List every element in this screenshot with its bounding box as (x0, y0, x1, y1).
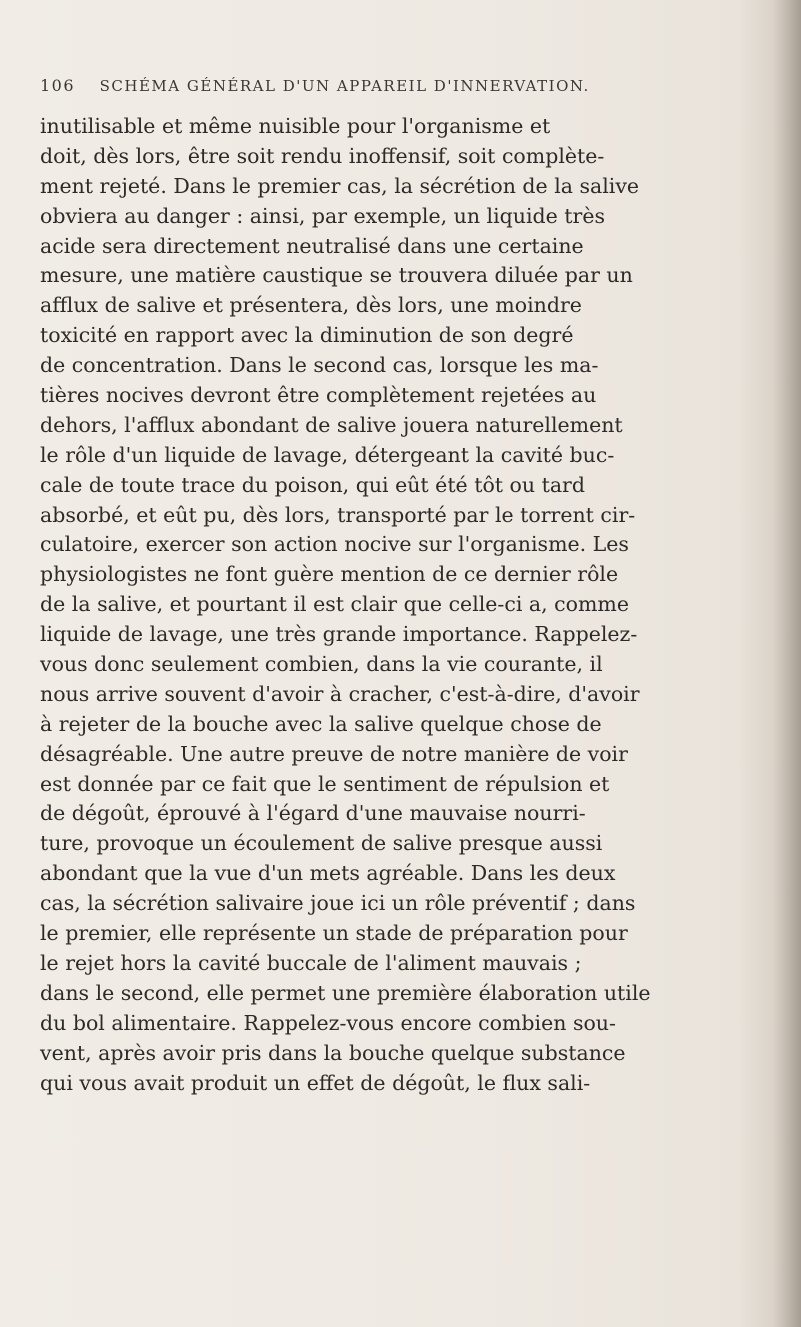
text-line: vous donc seulement combien, dans la vie courante, il (40, 652, 603, 677)
body-text (40, 112, 775, 1098)
text-line: dans le second, elle permet une première élaboration utile (40, 980, 651, 1005)
text-line: qui vous avait produit un effet de dégoût, le flux sali- (40, 1070, 591, 1095)
text-line: doit, dès lors, être soit rendu inoffensif, soit complète- (40, 143, 605, 168)
running-header (40, 76, 740, 102)
text-line: obviera au danger : ainsi, par exemple, un liquide très (40, 203, 605, 228)
text-line: liquide de lavage, une très grande importance. Rappelez- (40, 622, 638, 647)
text-line: à rejeter de la bouche avec la salive quelque chose de (40, 711, 602, 736)
text-line: dehors, l'afflux abondant de salive jouera naturellement (40, 412, 623, 437)
text-line: le rejet hors la cavité buccale de l'aliment mauvais ; (40, 950, 582, 975)
text-line: le premier, elle représente un stade de préparation pour (40, 921, 628, 946)
text-line: mesure, une matière caustique se trouvera diluée par un (40, 263, 633, 288)
text-line: afflux de salive et présentera, dès lors, une moindre (40, 293, 582, 318)
text-line: vent, après avoir pris dans la bouche quelque substance (40, 1040, 626, 1065)
text-line: ment rejeté. Dans le premier cas, la sécrétion de la salive (40, 173, 640, 198)
text-line: du bol alimentaire. Rappelez-vous encore combien sou- (40, 1010, 616, 1035)
text-line: physiologistes ne font guère mention de ce dernier rôle (40, 562, 619, 587)
text-line: est donnée par ce fait que le sentiment de répulsion et (40, 771, 610, 796)
text-line: nous arrive souvent d'avoir à cracher, c'est-à-dire, d'avoir (40, 681, 640, 706)
text-line: ture, provoque un écoulement de salive presque aussi (40, 831, 603, 856)
text-line: de dégoût, éprouvé à l'égard d'une mauvaise nourri- (40, 801, 586, 826)
text-line: tières nocives devront être complètement rejetées au (40, 383, 597, 408)
text-line: désagréable. Une autre preuve de notre manière de voir (40, 741, 628, 766)
page-number: 106 (40, 76, 76, 95)
text-line: culatoire, exercer son action nocive sur l'organisme. Les (40, 532, 629, 557)
text-line: le rôle d'un liquide de lavage, détergeant la cavité buc- (40, 442, 615, 467)
text-line: abondant que la vue d'un mets agréable. Dans les deux (40, 861, 616, 886)
text-line: de la salive, et pourtant il est clair que celle-ci a, comme (40, 592, 630, 617)
text-line: inutilisable et même nuisible pour l'organisme et (40, 114, 551, 138)
text-line: de concentration. Dans le second cas, lorsque les ma- (40, 353, 599, 378)
text-line: cale de toute trace du poison, qui eût été tôt ou tard (40, 472, 585, 497)
text-line: acide sera directement neutralisé dans une certaine (40, 233, 584, 258)
header-title: SCHÉMA GÉNÉRAL D'UN APPAREIL D'INNERVATION. (99, 77, 590, 95)
text-line: toxicité en rapport avec la diminution de son degré (40, 323, 574, 348)
text-line: cas, la sécrétion salivaire joue ici un rôle préventif ; dans (40, 891, 636, 916)
text-line: absorbé, et eût pu, dès lors, transporté par le torrent cir- (40, 502, 636, 527)
page-binding-shadow (773, 0, 801, 1327)
